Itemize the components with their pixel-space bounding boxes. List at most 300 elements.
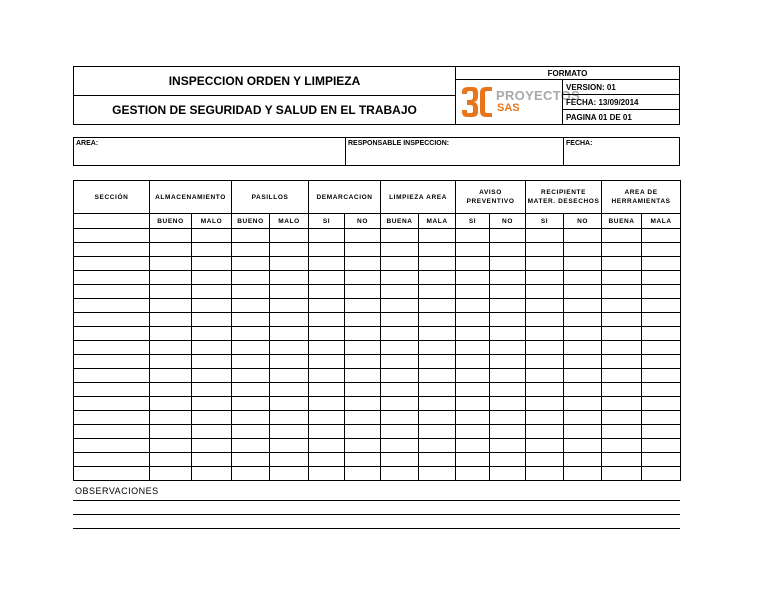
check-cell[interactable]	[192, 299, 232, 313]
seccion-cell[interactable]	[74, 285, 150, 299]
check-cell[interactable]	[564, 425, 602, 439]
check-cell[interactable]	[526, 229, 564, 243]
check-cell[interactable]	[419, 411, 456, 425]
check-cell[interactable]	[456, 243, 490, 257]
check-cell[interactable]	[419, 439, 456, 453]
header-subtitle-box	[73, 95, 456, 125]
check-cell[interactable]	[526, 327, 564, 341]
check-cell[interactable]	[564, 383, 602, 397]
check-cell[interactable]	[642, 425, 681, 439]
check-cell[interactable]	[602, 313, 642, 327]
check-cell[interactable]	[270, 369, 309, 383]
check-cell[interactable]	[309, 369, 345, 383]
check-cell[interactable]	[232, 383, 270, 397]
responsable-field[interactable]: RESPONSABLE INSPECCION:	[345, 137, 564, 166]
observaciones-line[interactable]	[73, 514, 680, 515]
check-cell[interactable]	[526, 341, 564, 355]
check-cell[interactable]	[270, 439, 309, 453]
check-cell[interactable]	[345, 271, 381, 285]
check-cell[interactable]	[642, 467, 681, 481]
check-cell[interactable]	[192, 369, 232, 383]
check-cell[interactable]	[456, 327, 490, 341]
check-cell[interactable]	[419, 271, 456, 285]
check-cell[interactable]	[232, 313, 270, 327]
check-cell[interactable]	[309, 439, 345, 453]
check-cell[interactable]	[419, 313, 456, 327]
check-cell[interactable]	[345, 341, 381, 355]
check-cell[interactable]	[192, 383, 232, 397]
check-cell[interactable]	[642, 369, 681, 383]
check-cell[interactable]	[270, 285, 309, 299]
table-row	[74, 439, 681, 453]
check-cell[interactable]	[419, 299, 456, 313]
check-cell[interactable]	[564, 411, 602, 425]
check-cell[interactable]	[490, 369, 526, 383]
check-cell[interactable]	[419, 285, 456, 299]
table-row	[74, 355, 681, 369]
check-cell[interactable]	[381, 257, 419, 271]
check-cell[interactable]	[602, 411, 642, 425]
check-cell[interactable]	[150, 439, 192, 453]
check-cell[interactable]	[270, 327, 309, 341]
logo-sas: SAS	[497, 102, 520, 114]
check-cell[interactable]	[456, 271, 490, 285]
check-cell[interactable]	[456, 229, 490, 243]
check-cell[interactable]	[642, 285, 681, 299]
check-cell[interactable]	[419, 383, 456, 397]
check-cell[interactable]	[490, 411, 526, 425]
col-aviso-header: AVISO PREVENTIVO	[456, 181, 526, 214]
sub-header: SI	[456, 214, 490, 229]
check-cell[interactable]	[232, 299, 270, 313]
check-cell[interactable]	[456, 369, 490, 383]
check-cell[interactable]	[309, 257, 345, 271]
check-cell[interactable]	[456, 299, 490, 313]
check-cell[interactable]	[150, 299, 192, 313]
col-pasillos-header: PASILLOS	[232, 181, 309, 214]
check-cell[interactable]	[381, 467, 419, 481]
check-cell[interactable]	[490, 257, 526, 271]
check-cell[interactable]	[564, 229, 602, 243]
check-cell[interactable]	[381, 397, 419, 411]
check-cell[interactable]	[270, 397, 309, 411]
check-cell[interactable]	[490, 355, 526, 369]
table-row	[74, 243, 681, 257]
check-cell[interactable]	[642, 271, 681, 285]
check-cell[interactable]	[232, 271, 270, 285]
check-cell[interactable]	[309, 229, 345, 243]
check-cell[interactable]	[564, 313, 602, 327]
check-cell[interactable]	[150, 425, 192, 439]
check-cell[interactable]	[150, 355, 192, 369]
check-cell[interactable]	[490, 341, 526, 355]
check-cell[interactable]	[564, 327, 602, 341]
check-cell[interactable]	[345, 369, 381, 383]
check-cell[interactable]	[345, 257, 381, 271]
check-cell[interactable]	[381, 369, 419, 383]
fecha-field[interactable]: FECHA:	[563, 137, 680, 166]
check-cell[interactable]	[419, 425, 456, 439]
check-cell[interactable]	[150, 341, 192, 355]
check-cell[interactable]	[381, 327, 419, 341]
check-cell[interactable]	[192, 425, 232, 439]
check-cell[interactable]	[150, 453, 192, 467]
check-cell[interactable]	[309, 313, 345, 327]
pagina-cell: PAGINA 01 DE 01	[562, 109, 680, 125]
check-cell[interactable]	[381, 299, 419, 313]
check-cell[interactable]	[490, 453, 526, 467]
check-cell[interactable]	[526, 397, 564, 411]
check-cell[interactable]	[192, 313, 232, 327]
seccion-cell[interactable]	[74, 257, 150, 271]
check-cell[interactable]	[419, 257, 456, 271]
check-cell[interactable]	[192, 411, 232, 425]
seccion-cell[interactable]	[74, 327, 150, 341]
check-cell[interactable]	[381, 229, 419, 243]
check-cell[interactable]	[602, 425, 642, 439]
seccion-cell[interactable]	[74, 313, 150, 327]
check-cell[interactable]	[564, 299, 602, 313]
check-cell[interactable]	[456, 257, 490, 271]
check-cell[interactable]	[270, 341, 309, 355]
check-cell[interactable]	[490, 243, 526, 257]
check-cell[interactable]	[526, 355, 564, 369]
check-cell[interactable]	[309, 243, 345, 257]
check-cell[interactable]	[456, 313, 490, 327]
check-cell[interactable]	[232, 397, 270, 411]
check-cell[interactable]	[456, 341, 490, 355]
check-cell[interactable]	[564, 355, 602, 369]
check-cell[interactable]	[232, 369, 270, 383]
check-cell[interactable]	[150, 257, 192, 271]
check-cell[interactable]	[381, 383, 419, 397]
check-cell[interactable]	[150, 313, 192, 327]
check-cell[interactable]	[642, 397, 681, 411]
check-cell[interactable]	[270, 467, 309, 481]
check-cell[interactable]	[192, 229, 232, 243]
check-cell[interactable]	[381, 453, 419, 467]
check-cell[interactable]	[381, 341, 419, 355]
check-cell[interactable]	[602, 467, 642, 481]
check-cell[interactable]	[192, 327, 232, 341]
check-cell[interactable]	[490, 229, 526, 243]
seccion-cell[interactable]	[74, 369, 150, 383]
check-cell[interactable]	[270, 257, 309, 271]
check-cell[interactable]	[150, 411, 192, 425]
check-cell[interactable]	[456, 425, 490, 439]
check-cell[interactable]	[456, 383, 490, 397]
check-cell[interactable]	[490, 299, 526, 313]
check-cell[interactable]	[419, 243, 456, 257]
check-cell[interactable]	[526, 257, 564, 271]
table-row	[74, 271, 681, 285]
check-cell[interactable]	[490, 425, 526, 439]
check-cell[interactable]	[192, 257, 232, 271]
check-cell[interactable]	[419, 229, 456, 243]
check-cell[interactable]	[564, 271, 602, 285]
check-cell[interactable]	[232, 257, 270, 271]
check-cell[interactable]	[642, 383, 681, 397]
check-cell[interactable]	[602, 453, 642, 467]
check-cell[interactable]	[526, 467, 564, 481]
check-cell[interactable]	[150, 243, 192, 257]
check-cell[interactable]	[345, 453, 381, 467]
table-row	[74, 327, 681, 341]
table-row	[74, 383, 681, 397]
check-cell[interactable]	[192, 341, 232, 355]
check-cell[interactable]	[309, 299, 345, 313]
check-cell[interactable]	[345, 299, 381, 313]
check-cell[interactable]	[150, 327, 192, 341]
sub-header: MALA	[642, 214, 681, 229]
seccion-cell[interactable]	[74, 229, 150, 243]
check-cell[interactable]	[309, 285, 345, 299]
check-cell[interactable]	[232, 243, 270, 257]
check-cell[interactable]	[526, 313, 564, 327]
check-cell[interactable]	[490, 313, 526, 327]
check-cell[interactable]	[564, 341, 602, 355]
check-cell[interactable]	[419, 341, 456, 355]
check-cell[interactable]	[232, 355, 270, 369]
check-cell[interactable]	[270, 313, 309, 327]
area-field[interactable]: AREA:	[73, 137, 346, 166]
check-cell[interactable]	[642, 313, 681, 327]
check-cell[interactable]	[150, 383, 192, 397]
check-cell[interactable]	[642, 299, 681, 313]
seccion-cell[interactable]	[74, 299, 150, 313]
seccion-cell[interactable]	[74, 411, 150, 425]
table-row	[74, 453, 681, 467]
check-cell[interactable]	[309, 341, 345, 355]
check-cell[interactable]	[526, 425, 564, 439]
check-cell[interactable]	[270, 229, 309, 243]
seccion-cell[interactable]	[74, 425, 150, 439]
check-cell[interactable]	[345, 229, 381, 243]
check-cell[interactable]	[490, 467, 526, 481]
check-cell[interactable]	[150, 285, 192, 299]
check-cell[interactable]	[232, 453, 270, 467]
check-cell[interactable]	[526, 453, 564, 467]
check-cell[interactable]	[526, 383, 564, 397]
seccion-cell[interactable]	[74, 243, 150, 257]
check-cell[interactable]	[309, 467, 345, 481]
check-cell[interactable]	[602, 271, 642, 285]
check-cell[interactable]	[381, 411, 419, 425]
seccion-cell[interactable]	[74, 439, 150, 453]
check-cell[interactable]	[602, 257, 642, 271]
check-cell[interactable]	[192, 453, 232, 467]
check-cell[interactable]	[270, 453, 309, 467]
sub-header: BUENO	[150, 214, 192, 229]
col-limpieza-header: LIMPIEZA AREA	[381, 181, 456, 214]
check-cell[interactable]	[564, 257, 602, 271]
check-cell[interactable]	[642, 411, 681, 425]
check-cell[interactable]	[456, 467, 490, 481]
check-cell[interactable]	[345, 285, 381, 299]
check-cell[interactable]	[642, 355, 681, 369]
check-cell[interactable]	[602, 299, 642, 313]
check-cell[interactable]	[270, 411, 309, 425]
check-cell[interactable]	[490, 397, 526, 411]
seccion-cell[interactable]	[74, 383, 150, 397]
check-cell[interactable]	[232, 341, 270, 355]
check-cell[interactable]	[526, 439, 564, 453]
check-cell[interactable]	[309, 327, 345, 341]
check-cell[interactable]	[345, 313, 381, 327]
check-cell[interactable]	[642, 453, 681, 467]
seccion-cell[interactable]	[74, 341, 150, 355]
check-cell[interactable]	[564, 397, 602, 411]
check-cell[interactable]	[490, 439, 526, 453]
check-cell[interactable]	[456, 439, 490, 453]
check-cell[interactable]	[456, 453, 490, 467]
check-cell[interactable]	[150, 271, 192, 285]
check-cell[interactable]	[602, 439, 642, 453]
check-cell[interactable]	[309, 411, 345, 425]
col-almacenamiento-header: ALMACENAMIENTO	[150, 181, 232, 214]
check-cell[interactable]	[192, 271, 232, 285]
check-cell[interactable]	[526, 299, 564, 313]
check-cell[interactable]	[345, 425, 381, 439]
check-cell[interactable]	[232, 425, 270, 439]
check-cell[interactable]	[381, 313, 419, 327]
check-cell[interactable]	[642, 229, 681, 243]
check-cell[interactable]	[456, 355, 490, 369]
table-row	[74, 299, 681, 313]
check-cell[interactable]	[192, 397, 232, 411]
check-cell[interactable]	[602, 397, 642, 411]
check-cell[interactable]	[232, 411, 270, 425]
check-cell[interactable]	[526, 285, 564, 299]
check-cell[interactable]	[192, 439, 232, 453]
check-cell[interactable]	[642, 341, 681, 355]
check-cell[interactable]	[642, 243, 681, 257]
check-cell[interactable]	[270, 383, 309, 397]
sub-header: NO	[490, 214, 526, 229]
check-cell[interactable]	[602, 243, 642, 257]
seccion-cell[interactable]	[74, 355, 150, 369]
check-cell[interactable]	[150, 229, 192, 243]
check-cell[interactable]	[490, 285, 526, 299]
check-cell[interactable]	[419, 397, 456, 411]
check-cell[interactable]	[564, 369, 602, 383]
check-cell[interactable]	[309, 397, 345, 411]
check-cell[interactable]	[345, 243, 381, 257]
check-cell[interactable]	[456, 285, 490, 299]
check-cell[interactable]	[232, 229, 270, 243]
check-cell[interactable]	[270, 425, 309, 439]
check-cell[interactable]	[345, 439, 381, 453]
check-cell[interactable]	[526, 411, 564, 425]
table-body	[74, 229, 681, 481]
check-cell[interactable]	[381, 425, 419, 439]
seccion-cell[interactable]	[74, 453, 150, 467]
check-cell[interactable]	[602, 285, 642, 299]
check-cell[interactable]	[490, 383, 526, 397]
check-cell[interactable]	[232, 439, 270, 453]
seccion-cell[interactable]	[74, 467, 150, 481]
table-row	[74, 397, 681, 411]
check-cell[interactable]	[564, 285, 602, 299]
check-cell[interactable]	[419, 327, 456, 341]
check-cell[interactable]	[192, 355, 232, 369]
check-cell[interactable]	[270, 271, 309, 285]
check-cell[interactable]	[270, 299, 309, 313]
check-cell[interactable]	[345, 383, 381, 397]
sub-header: BUENA	[602, 214, 642, 229]
observaciones-line[interactable]	[73, 500, 680, 501]
check-cell[interactable]	[309, 383, 345, 397]
check-cell[interactable]	[232, 327, 270, 341]
check-cell[interactable]	[270, 243, 309, 257]
check-cell[interactable]	[602, 355, 642, 369]
check-cell[interactable]	[456, 397, 490, 411]
check-cell[interactable]	[345, 467, 381, 481]
check-cell[interactable]	[419, 355, 456, 369]
check-cell[interactable]	[419, 467, 456, 481]
check-cell[interactable]	[602, 229, 642, 243]
check-cell[interactable]	[192, 467, 232, 481]
check-cell[interactable]	[564, 467, 602, 481]
check-cell[interactable]	[345, 327, 381, 341]
observaciones-line[interactable]	[73, 528, 680, 529]
check-cell[interactable]	[309, 453, 345, 467]
check-cell[interactable]	[381, 355, 419, 369]
check-cell[interactable]	[564, 439, 602, 453]
check-cell[interactable]	[419, 453, 456, 467]
check-cell[interactable]	[232, 285, 270, 299]
check-cell[interactable]	[345, 411, 381, 425]
check-cell[interactable]	[192, 285, 232, 299]
check-cell[interactable]	[345, 355, 381, 369]
check-cell[interactable]	[309, 271, 345, 285]
check-cell[interactable]	[309, 425, 345, 439]
check-cell[interactable]	[419, 369, 456, 383]
check-cell[interactable]	[150, 369, 192, 383]
check-cell[interactable]	[526, 369, 564, 383]
seccion-cell[interactable]	[74, 397, 150, 411]
check-cell[interactable]	[192, 243, 232, 257]
check-cell[interactable]	[456, 411, 490, 425]
check-cell[interactable]	[490, 271, 526, 285]
seccion-cell[interactable]	[74, 271, 150, 285]
check-cell[interactable]	[642, 327, 681, 341]
check-cell[interactable]	[150, 397, 192, 411]
check-cell[interactable]	[602, 327, 642, 341]
check-cell[interactable]	[526, 271, 564, 285]
check-cell[interactable]	[381, 243, 419, 257]
check-cell[interactable]	[490, 327, 526, 341]
check-cell[interactable]	[602, 383, 642, 397]
check-cell[interactable]	[381, 285, 419, 299]
check-cell[interactable]	[345, 397, 381, 411]
check-cell[interactable]	[381, 271, 419, 285]
check-cell[interactable]	[309, 355, 345, 369]
check-cell[interactable]	[270, 355, 309, 369]
table-row	[74, 411, 681, 425]
check-cell[interactable]	[232, 467, 270, 481]
check-cell[interactable]	[642, 257, 681, 271]
check-cell[interactable]	[564, 243, 602, 257]
check-cell[interactable]	[150, 467, 192, 481]
check-cell[interactable]	[642, 439, 681, 453]
check-cell[interactable]	[564, 453, 602, 467]
check-cell[interactable]	[602, 341, 642, 355]
sub-header: SI	[309, 214, 345, 229]
check-cell[interactable]	[602, 369, 642, 383]
check-cell[interactable]	[381, 439, 419, 453]
check-cell[interactable]	[526, 243, 564, 257]
